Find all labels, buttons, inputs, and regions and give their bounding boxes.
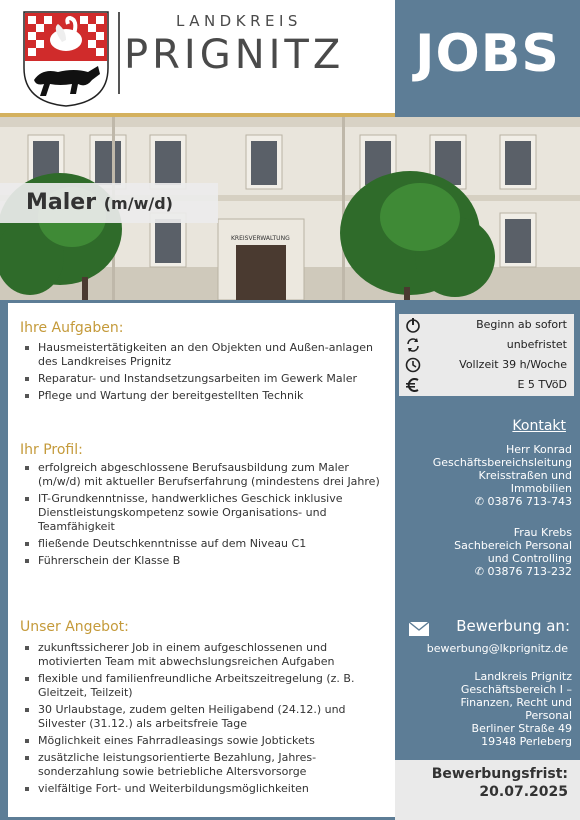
contact-role: Kreisstraßen und <box>478 469 572 482</box>
list-item: erfolgreich abgeschlossene Berufsausbildung zum Maler (m/w/d) mit aktueller Berufserfahrung (mindestens drei Jahre) <box>24 461 384 489</box>
logo-divider <box>118 12 120 94</box>
pay-row <box>399 375 574 395</box>
address-line: Berliner Straße 49 <box>471 722 572 735</box>
address-line: 19348 Perleberg <box>481 735 572 748</box>
job-title-gender: (m/w/d) <box>103 194 173 213</box>
address-line: Personal <box>525 709 572 722</box>
application-address <box>461 670 572 748</box>
jobs-banner <box>395 0 580 113</box>
kontakt-heading: Kontakt <box>512 418 566 434</box>
duration-row <box>399 335 574 355</box>
list-item: Hausmeistertätigkeiten an den Objekten und Außen-anlagen des Landkreises Prignitz <box>24 341 384 369</box>
contact-name: Herr Konrad <box>506 443 572 456</box>
mail-icon <box>409 622 429 636</box>
jobs-title: JOBS <box>415 24 560 84</box>
list-item: 30 Urlaubstage, zudem gelten Heiligabend (24.12.) und Silvester (31.12.) als arbeitsfreie Tage <box>24 703 384 731</box>
profil-list <box>24 461 384 571</box>
profil-heading: Ihr Profil: <box>20 442 83 458</box>
building-sign: KREISVERWALTUNG <box>231 235 290 242</box>
job-title <box>26 190 173 215</box>
header <box>0 0 395 113</box>
job-facts <box>399 314 574 396</box>
angebot-list <box>24 641 384 799</box>
aufgaben-list <box>24 341 384 406</box>
list-item: Pflege und Wartung der bereitgestellten Technik <box>24 389 384 403</box>
start-row <box>399 315 574 335</box>
list-item: flexible und familienfreundliche Arbeitszeitregelung (z. B. Gleitzeit, Teilzeit) <box>24 672 384 700</box>
start-text: Beginn ab sofort <box>476 318 567 331</box>
angebot-heading: Unser Angebot: <box>20 619 129 635</box>
contact-phone[interactable]: ✆ 03876 713-743 <box>474 495 572 508</box>
job-title-name: Maler <box>26 190 97 215</box>
list-item: Führerschein der Klasse B <box>24 554 384 568</box>
contact-role: Geschäftsbereichsleitung <box>432 456 572 469</box>
hours-row <box>399 355 574 375</box>
clock-icon <box>405 357 421 373</box>
list-item: fließende Deutschkenntnisse auf dem Niveau C1 <box>24 537 384 551</box>
logo-title: PRIGNITZ <box>124 32 345 78</box>
list-item: Reparatur- und Instandsetzungsarbeiten im Gewerk Maler <box>24 372 384 386</box>
list-item: vielfältige Fort- und Weiterbildungsmöglichkeiten <box>24 782 384 796</box>
pay-text: E 5 TVöD <box>517 378 567 391</box>
contact-person-2 <box>454 526 572 578</box>
phone-icon: ✆ <box>474 565 488 578</box>
power-icon <box>405 317 421 333</box>
phone-icon: ✆ <box>474 495 488 508</box>
contact-role: Immobilien <box>510 482 572 495</box>
contact-phone[interactable]: ✆ 03876 713-232 <box>474 565 572 578</box>
hours-text: Vollzeit 39 h/Woche <box>459 358 567 371</box>
contact-name: Frau Krebs <box>513 526 572 539</box>
contact-role: Sachbereich Personal <box>454 539 572 552</box>
aufgaben-heading: Ihre Aufgaben: <box>20 320 124 336</box>
address-line: Landkreis Prignitz <box>474 670 572 683</box>
duration-text: unbefristet <box>506 338 567 351</box>
euro-icon <box>405 377 421 393</box>
contact-role: und Controlling <box>487 552 572 565</box>
list-item: zukunftssicherer Job in einem aufgeschlossenen und motivierten Team mit abwechslungsreichen Aufgaben <box>24 641 384 669</box>
deadline-label: Bewerbungsfrist: <box>431 766 568 782</box>
bewerbung-heading: Bewerbung an: <box>456 617 570 635</box>
list-item: IT-Grundkenntnisse, handwerkliches Geschick inklusive Dienstleistungskompetenz sowie Organisations- und Teamfähigkeit <box>24 492 384 534</box>
address-line: Geschäftsbereich I – <box>460 683 572 696</box>
address-line: Finanzen, Recht und <box>460 696 572 709</box>
deadline-date: 20.07.2025 <box>479 784 568 800</box>
list-item: zusätzliche leistungsorientierte Bezahlung, Jahres-sonderzahlung sowie betriebliche Altersvorsorge <box>24 751 384 779</box>
logo-subtitle: LANDKREIS <box>176 12 302 30</box>
coat-of-arms-icon <box>22 10 110 108</box>
contact-person-1 <box>433 443 572 508</box>
deadline <box>432 765 568 801</box>
refresh-icon <box>405 337 421 353</box>
application-email[interactable]: bewerbung@lkprignitz.de <box>426 642 568 655</box>
list-item: Möglichkeit eines Fahrradleasings sowie Jobtickets <box>24 734 384 748</box>
